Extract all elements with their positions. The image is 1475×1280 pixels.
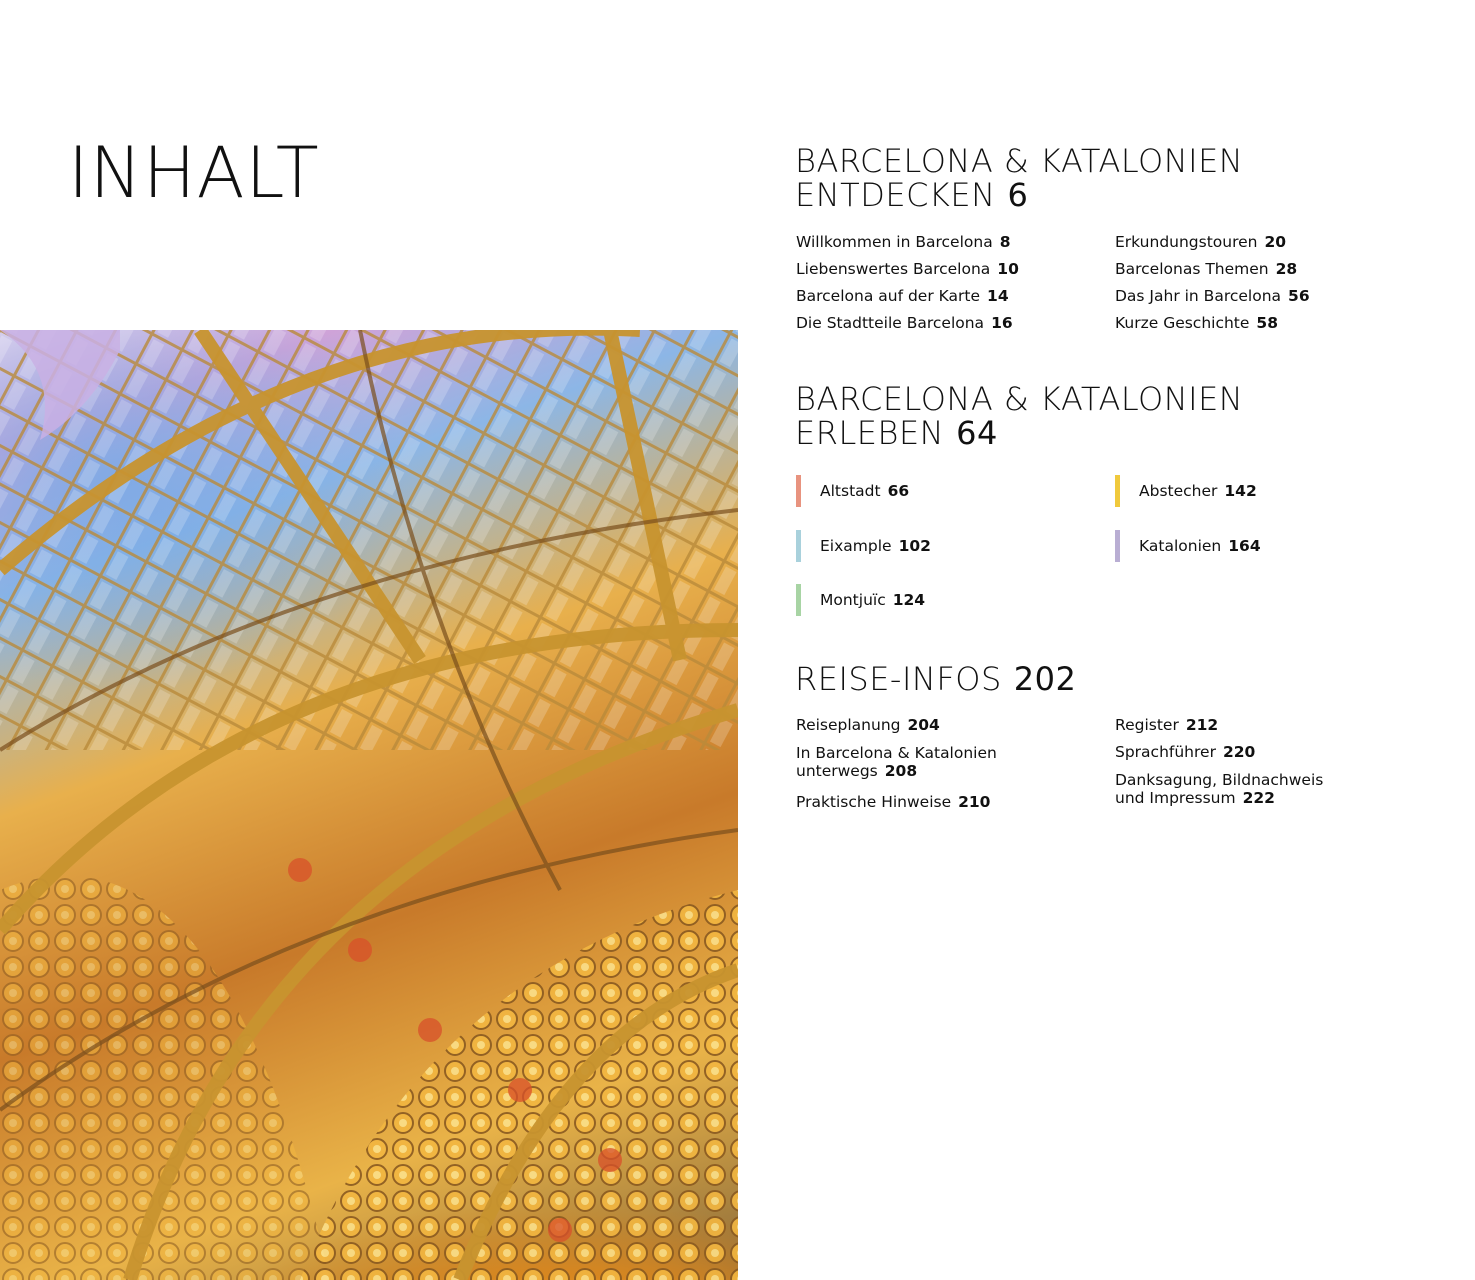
chapter-color-bar <box>796 584 801 616</box>
toc-entry[interactable]: In Barcelona & Katalonien unterwegs 208 <box>796 744 997 780</box>
toc-entry[interactable]: Reiseplanung 204 <box>796 716 940 734</box>
toc-column-reise-1 <box>796 712 1046 816</box>
stained-glass-pattern <box>0 330 738 1280</box>
toc-entry[interactable]: Die Stadtteile Barcelona 16 <box>796 314 1013 332</box>
section-heading-line: REISE-INFOS <box>795 660 1002 698</box>
page-title: INHALT <box>68 132 320 214</box>
section-page-number: 64 <box>956 414 998 452</box>
chapter-color-bar <box>1115 475 1120 507</box>
toc-column-reise-2 <box>1115 712 1355 816</box>
toc-entry[interactable]: Erkundungstouren 20 <box>1115 233 1287 251</box>
chapter-color-bar <box>796 530 801 562</box>
section-heading-erleben <box>795 382 1243 450</box>
section-page-number: 202 <box>1013 660 1077 698</box>
toc-entry[interactable]: Praktische Hinweise 210 <box>796 793 991 811</box>
chapter-color-bar <box>796 475 801 507</box>
section-heading-line: ENTDECKEN <box>795 176 996 214</box>
chapter-abstecher[interactable]: Abstecher 142 <box>1115 475 1257 507</box>
stained-glass-ceiling-photo <box>0 330 738 1280</box>
chapter-eixample[interactable]: Eixample 102 <box>796 530 931 562</box>
toc-column-entdecken-2 <box>1115 229 1415 337</box>
toc-entry[interactable]: Barcelona auf der Karte 14 <box>796 287 1009 305</box>
chapter-montjuic[interactable]: Montjuïc 124 <box>796 584 925 616</box>
toc-entry[interactable]: Das Jahr in Barcelona 56 <box>1115 287 1310 305</box>
section-page-number: 6 <box>1007 176 1029 214</box>
chapter-altstadt[interactable]: Altstadt 66 <box>796 475 909 507</box>
toc-entry[interactable]: Kurze Geschichte 58 <box>1115 314 1278 332</box>
toc-entry[interactable]: Liebenswertes Barcelona 10 <box>796 260 1019 278</box>
chapter-katalonien[interactable]: Katalonien 164 <box>1115 530 1261 562</box>
section-heading-line: ERLEBEN <box>795 414 945 452</box>
section-heading-entdecken <box>795 144 1243 212</box>
section-heading-line: BARCELONA & KATALONIEN <box>795 380 1244 418</box>
toc-column-entdecken-1 <box>796 229 1096 337</box>
toc-entry[interactable]: Register 212 <box>1115 716 1219 734</box>
toc-entry[interactable]: Barcelonas Themen 28 <box>1115 260 1298 278</box>
chapter-color-bar <box>1115 530 1120 562</box>
toc-entry[interactable]: Danksagung, Bildnachweis und Impressum 222 <box>1115 771 1324 807</box>
section-heading-line: BARCELONA & KATALONIEN <box>795 142 1244 180</box>
section-heading-reise-infos <box>795 662 1076 696</box>
toc-entry[interactable]: Willkommen in Barcelona 8 <box>796 233 1011 251</box>
toc-entry[interactable]: Sprachführer 220 <box>1115 743 1256 761</box>
